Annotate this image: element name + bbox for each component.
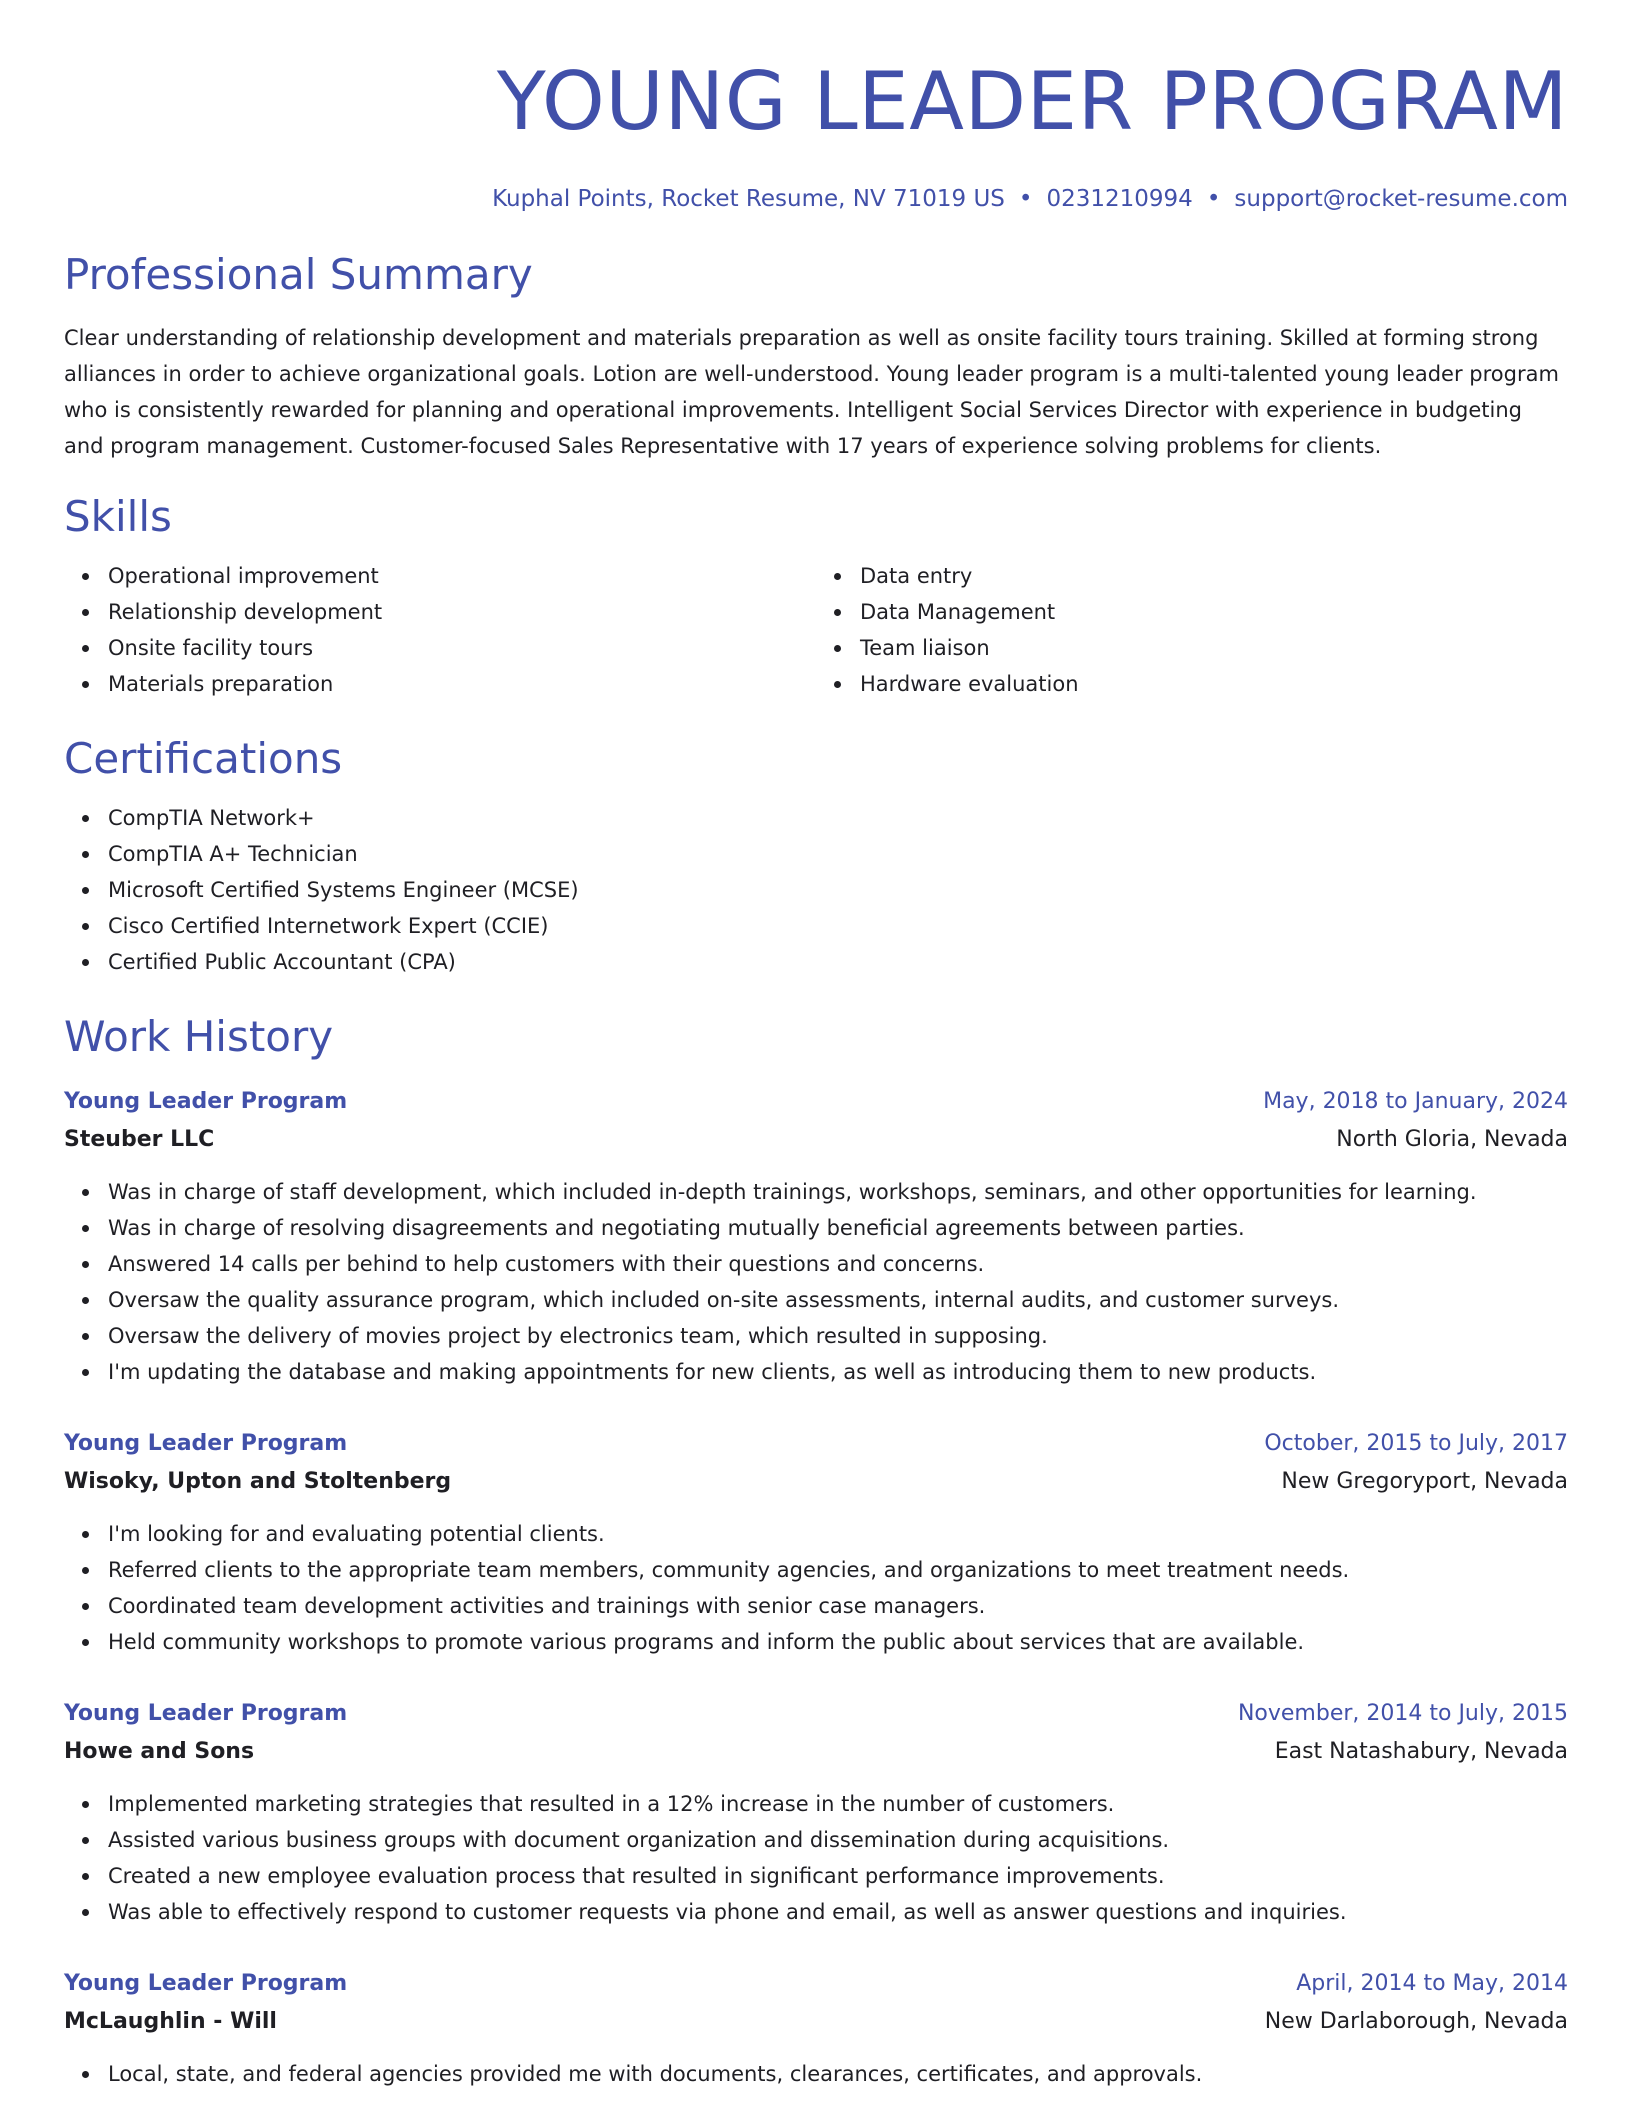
job-location: New Gregoryport, Nevada xyxy=(1281,1469,1568,1494)
skill-item: Team liaison xyxy=(860,630,1568,666)
skill-item: Relationship development xyxy=(108,594,816,630)
job-dates: May, 2018 to January, 2024 xyxy=(1263,1089,1568,1114)
job-bullet: Was in charge of staff development, which included in-depth trainings, workshops, seminars, and other opportunities for learning. xyxy=(108,1174,1568,1210)
job-title: Young Leader Program xyxy=(64,1089,348,1114)
job-location: North Gloria, Nevada xyxy=(1336,1127,1568,1152)
job-location: New Darlaborough, Nevada xyxy=(1264,2009,1568,2034)
certification-item: Certified Public Accountant (CPA) xyxy=(108,944,1568,980)
job-title: Young Leader Program xyxy=(64,1971,348,1996)
job-company-row xyxy=(64,1732,1568,1772)
certification-item: Cisco Certified Internetwork Expert (CCIE) xyxy=(108,908,1568,944)
job-bullet: I'm looking for and evaluating potential clients. xyxy=(108,1516,1568,1552)
contact-line xyxy=(64,182,1568,216)
job-entry xyxy=(64,1696,1568,1930)
job-entry xyxy=(64,1966,1568,2092)
resume-page xyxy=(64,0,1568,2092)
job-company-row xyxy=(64,1120,1568,1160)
job-dates: April, 2014 to May, 2014 xyxy=(1296,1971,1568,1996)
job-header-row xyxy=(64,1966,1568,2002)
skill-item: Operational improvement xyxy=(108,558,816,594)
job-bullets xyxy=(64,2056,1568,2092)
skill-item: Data entry xyxy=(860,558,1568,594)
job-company: Howe and Sons xyxy=(64,1739,255,1764)
candidate-name: YOUNG LEADER PROGRAM xyxy=(496,55,1568,148)
job-bullet: Assisted various business groups with document organization and dissemination during acquisitions. xyxy=(108,1822,1568,1858)
job-title: Young Leader Program xyxy=(64,1431,348,1456)
job-bullet: Answered 14 calls per behind to help customers with their questions and concerns. xyxy=(108,1246,1568,1282)
job-bullet: Held community workshops to promote various programs and inform the public about services that are available. xyxy=(108,1624,1568,1660)
summary-heading: Professional Summary xyxy=(64,250,533,299)
job-company: Steuber LLC xyxy=(64,1127,215,1152)
skills-column-left xyxy=(64,558,816,702)
job-entry xyxy=(64,1084,1568,1390)
job-bullets xyxy=(64,1786,1568,1930)
job-bullets xyxy=(64,1174,1568,1390)
skill-item: Materials preparation xyxy=(108,666,816,702)
certification-item: CompTIA Network+ xyxy=(108,800,1568,836)
contact-separator: • xyxy=(1018,186,1033,212)
summary-text: Clear understanding of relationship development and materials preparation as well as onsite facility tours training. Skilled at forming strong alliances in order to achieve organizational goals. Lotion are well-understood. Young leader program is a multi-talented young leader program who is consistently rewarded for planning and operational improvements. Intelligent Social Services Director with experience in budgeting and program management. Customer-focused Sales Representative with 17 years of experience solving problems for clients. xyxy=(64,326,1559,458)
skills-list xyxy=(64,558,1568,702)
job-dates: October, 2015 to July, 2017 xyxy=(1264,1431,1568,1456)
skill-item: Hardware evaluation xyxy=(860,666,1568,702)
job-title: Young Leader Program xyxy=(64,1701,348,1726)
skill-item: Data Management xyxy=(860,594,1568,630)
job-bullet: Oversaw the delivery of movies project by electronics team, which resulted in supposing. xyxy=(108,1318,1568,1354)
job-company: Wisoky, Upton and Stoltenberg xyxy=(64,1469,452,1494)
certifications-heading: Certifications xyxy=(64,734,343,783)
certification-item: CompTIA A+ Technician xyxy=(108,836,1568,872)
job-bullet: Local, state, and federal agencies provided me with documents, clearances, certificates, and approvals. xyxy=(108,2056,1568,2092)
job-company: McLaughlin - Will xyxy=(64,2009,277,2034)
job-header-row xyxy=(64,1696,1568,1732)
job-company-row xyxy=(64,2002,1568,2042)
job-bullet: Was able to effectively respond to customer requests via phone and email, as well as answer questions and inquiries. xyxy=(108,1894,1568,1930)
contact-separator: • xyxy=(1206,186,1221,212)
work-history-heading: Work History xyxy=(64,1012,334,1061)
job-header-row xyxy=(64,1426,1568,1462)
contact-address: Kuphal Points, Rocket Resume, NV 71019 US xyxy=(492,186,1005,212)
skills-heading: Skills xyxy=(64,492,172,541)
job-bullets xyxy=(64,1516,1568,1660)
job-bullet: Oversaw the quality assurance program, which included on-site assessments, internal audits, and customer surveys. xyxy=(108,1282,1568,1318)
job-bullet: Was in charge of resolving disagreements and negotiating mutually beneficial agreements between parties. xyxy=(108,1210,1568,1246)
certification-item: Microsoft Certified Systems Engineer (MCSE) xyxy=(108,872,1568,908)
job-bullet: I'm updating the database and making appointments for new clients, as well as introducing them to new products. xyxy=(108,1354,1568,1390)
job-bullet: Implemented marketing strategies that resulted in a 12% increase in the number of customers. xyxy=(108,1786,1568,1822)
job-entry xyxy=(64,1426,1568,1660)
contact-phone: 0231210994 xyxy=(1046,186,1193,212)
job-bullet: Referred clients to the appropriate team members, community agencies, and organizations to meet treatment needs. xyxy=(108,1552,1568,1588)
job-company-row xyxy=(64,1462,1568,1502)
skills-column-right xyxy=(816,558,1568,702)
certifications-list xyxy=(64,800,1568,980)
job-dates: November, 2014 to July, 2015 xyxy=(1237,1701,1568,1726)
contact-email: support@rocket-resume.com xyxy=(1234,186,1568,212)
job-bullet: Coordinated team development activities and trainings with senior case managers. xyxy=(108,1588,1568,1624)
job-location: East Natashabury, Nevada xyxy=(1274,1739,1568,1764)
job-bullet: Created a new employee evaluation process that resulted in significant performance improvements. xyxy=(108,1858,1568,1894)
skill-item: Onsite facility tours xyxy=(108,630,816,666)
job-header-row xyxy=(64,1084,1568,1120)
